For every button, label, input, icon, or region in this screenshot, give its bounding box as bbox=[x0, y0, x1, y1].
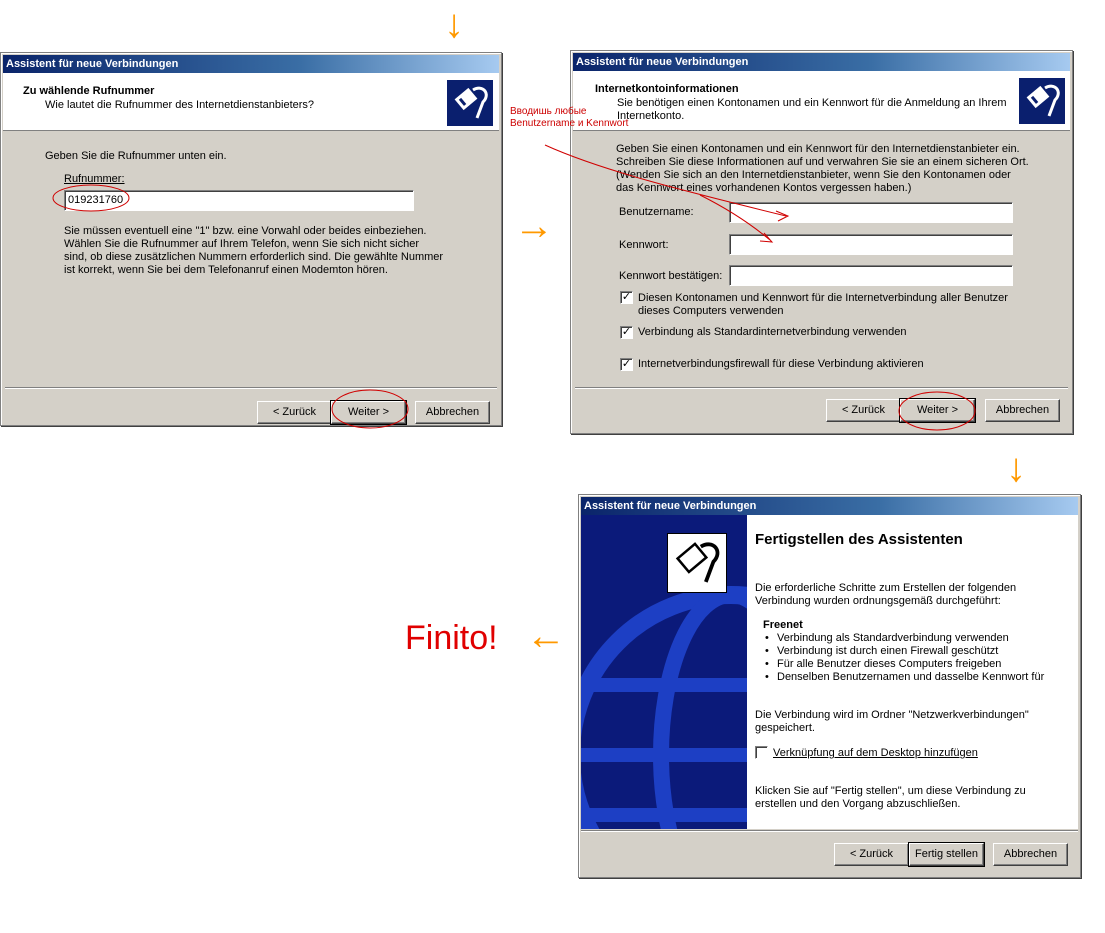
list-item: • Verbindung ist durch einen Firewall geschützt bbox=[763, 645, 1073, 658]
separator bbox=[5, 387, 497, 389]
username-input[interactable] bbox=[729, 202, 1013, 223]
wizard-side-banner bbox=[581, 515, 747, 829]
all-users-label: Diesen Kontonamen und Kennwort für die Internetverbindung aller Benutzer dieses Computers verwenden bbox=[638, 292, 1008, 317]
header-title: Zu wählende Rufnummer bbox=[23, 85, 155, 97]
confirm-password-label: Kennwort bestätigen: bbox=[619, 270, 723, 282]
intro-text: Geben Sie einen Kontonamen und ein Kennwort für den Internetdienstanbieter ein. Schreiben Sie diese Informationen auf und verwahren Sie sie an einem sicheren Ort. (Wenden Sie sich an den Internetdienstanbieter, wenn Sie den Kontonamen oder das Kennwort eines vorhandenen Kontos vergessen haben.) bbox=[616, 143, 1029, 194]
dialog-title: Assistent für neue Verbindungen bbox=[3, 55, 499, 73]
finish-intro: Die erforderliche Schritte zum Erstellen der folgenden Verbindung wurden ordnungsgemäß durchgeführt: bbox=[755, 582, 1017, 607]
header-subtitle: Sie benötigen einen Kontonamen und ein Kennwort für die Anmeldung an Ihrem Internetkonto. bbox=[617, 97, 1007, 122]
cancel-button[interactable]: Abbrechen bbox=[993, 843, 1068, 866]
finish-button[interactable]: Fertig stellen bbox=[909, 843, 984, 866]
summary-list bbox=[763, 632, 1073, 684]
back-button[interactable]: < Zurück bbox=[834, 843, 909, 866]
network-cable-icon bbox=[1018, 77, 1066, 125]
saved-text: Die Verbindung wird im Ordner "Netzwerkverbindungen" gespeichert. bbox=[755, 709, 1029, 734]
username-label: Benutzername: bbox=[619, 206, 694, 218]
firewall-checkbox[interactable]: ✓ bbox=[621, 358, 632, 370]
instruction-text: Geben Sie die Rufnummer unten ein. bbox=[45, 150, 227, 162]
header-title: Internetkontoinformationen bbox=[595, 83, 739, 95]
arrow-down-icon: ↓ bbox=[1006, 446, 1026, 490]
dialog-finish bbox=[578, 494, 1081, 878]
separator bbox=[575, 387, 1068, 389]
connection-name: Freenet bbox=[763, 619, 803, 631]
list-item: • Verbindung als Standardverbindung verwenden bbox=[763, 632, 1073, 645]
wizard-header bbox=[573, 71, 1070, 131]
finish-instruction: Klicken Sie auf "Fertig stellen", um diese Verbindung zu erstellen und den Vorgang abzuschließen. bbox=[755, 785, 1026, 810]
phone-number-input[interactable]: 019231760 bbox=[64, 190, 414, 211]
password-label: Kennwort: bbox=[619, 239, 669, 251]
list-item: • Denselben Benutzernamen und dasselbe Kennwort für bbox=[763, 671, 1073, 684]
desktop-shortcut-label: Verknüpfung auf dem Desktop hinzufügen bbox=[773, 747, 978, 759]
finish-content bbox=[747, 515, 1078, 829]
confirm-password-input[interactable] bbox=[729, 265, 1013, 286]
password-input[interactable] bbox=[729, 234, 1013, 255]
firewall-label: Internetverbindungsfirewall für diese Verbindung aktivieren bbox=[638, 358, 924, 370]
cancel-button[interactable]: Abbrechen bbox=[415, 401, 490, 424]
finito-label: Finito! bbox=[405, 619, 498, 657]
default-connection-checkbox[interactable]: ✓ bbox=[621, 326, 632, 338]
network-cable-icon bbox=[446, 79, 494, 127]
list-item: • Für alle Benutzer dieses Computers freigeben bbox=[763, 658, 1073, 671]
header-subtitle: Wie lautet die Rufnummer des Internetdienstanbieters? bbox=[45, 99, 315, 111]
annotation-text: Вводишь любые Benutzername и Kennwort bbox=[510, 106, 629, 129]
desktop-shortcut-checkbox[interactable] bbox=[755, 746, 768, 759]
dialog-account-info bbox=[570, 50, 1073, 434]
arrow-down-icon: ↓ bbox=[444, 2, 464, 46]
next-button[interactable]: Weiter > bbox=[331, 401, 406, 424]
dialog-title: Assistent für neue Verbindungen bbox=[573, 53, 1070, 71]
back-button[interactable]: < Zurück bbox=[826, 399, 901, 422]
next-button[interactable]: Weiter > bbox=[900, 399, 975, 422]
arrow-right-icon: → bbox=[514, 204, 554, 248]
all-users-checkbox[interactable]: ✓ bbox=[621, 291, 632, 303]
default-connection-label: Verbindung als Standardinternetverbindung verwenden bbox=[638, 326, 907, 338]
dialog-phone-number bbox=[0, 52, 502, 426]
finish-heading: Fertigstellen des Assistenten bbox=[755, 531, 963, 548]
wizard-header bbox=[3, 73, 499, 131]
cancel-button[interactable]: Abbrechen bbox=[985, 399, 1060, 422]
separator bbox=[581, 830, 1078, 832]
dialog-title: Assistent für neue Verbindungen bbox=[581, 497, 1078, 515]
network-cable-icon bbox=[667, 533, 727, 593]
back-button[interactable]: < Zurück bbox=[257, 401, 332, 424]
help-text: Sie müssen eventuell eine "1" bzw. eine Vorwahl oder beides einbeziehen. Wählen Sie die Rufnummer auf Ihrem Telefon, wenn Sie sich nicht sicher sind, ob diese zusätzlichen Nummern erforderlich sind. Die gewählte Nummer ist korrekt, wenn Sie bei dem Telefonanruf einen Modemton hören. bbox=[64, 225, 444, 276]
phone-field-label: Rufnummer: bbox=[64, 173, 125, 185]
arrow-left-icon: ← bbox=[526, 614, 566, 658]
